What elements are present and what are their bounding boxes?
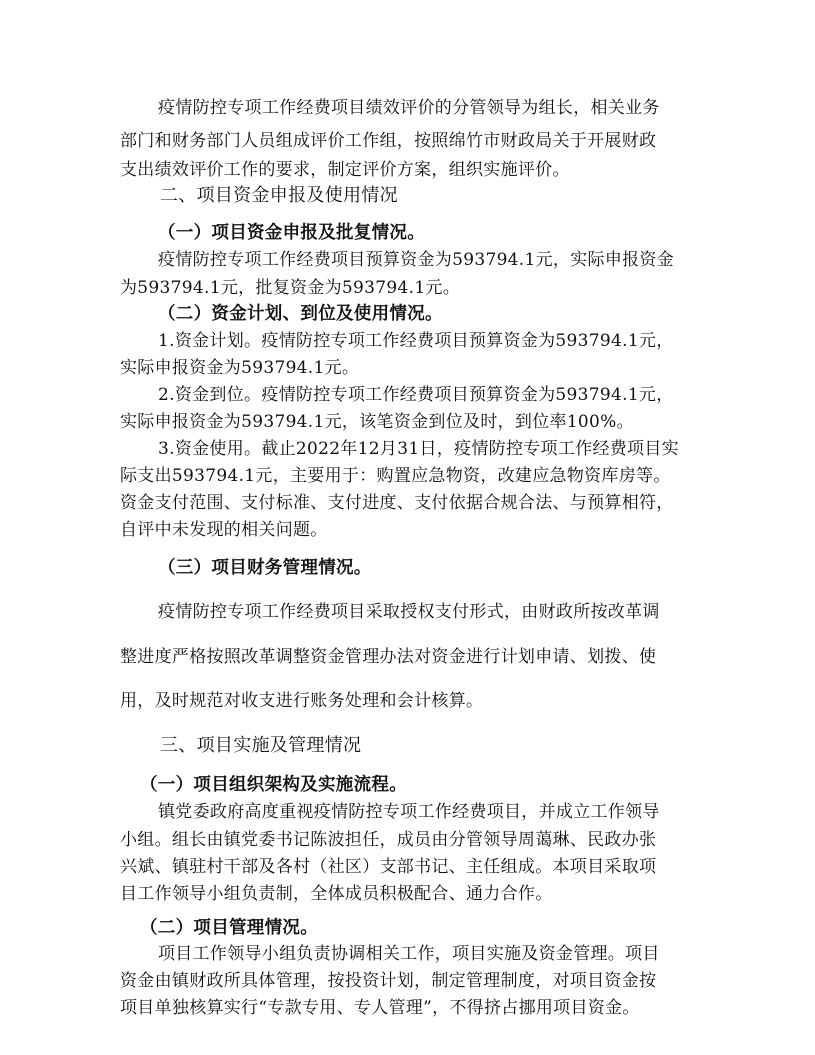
section-3-heading: 三、项目实施及管理情况 bbox=[160, 735, 362, 756]
section-2-3-heading: （三）项目财务管理情况。 bbox=[158, 558, 372, 578]
section-2-2-p3-line-2: 际支出593794.1元，主要用于：购置应急物资，改建应急物资库房等。 bbox=[120, 466, 671, 486]
section-2-2-p3-line-4: 自评中未发现的相关问题。 bbox=[120, 520, 328, 540]
section-3-2-line-2: 资金由镇财政所具体管理，按投资计划，制定管理制度，对项目资金按 bbox=[120, 971, 657, 991]
section-3-2-line-3: 项目单独核算实行“专款专用、专人管理”，不得挤占挪用项目资金。 bbox=[120, 998, 640, 1018]
section-2-2-heading: （二）资金计划、到位及使用情况。 bbox=[158, 304, 443, 324]
section-2-2-p3-line-1: 3.资金使用。截止2022年12月31日，疫情防控专项工作经费项目实 bbox=[158, 439, 679, 459]
section-2-2-p2-line-2: 实际申报资金为593794.1元，该笔资金到位及时，到位率100%。 bbox=[120, 412, 634, 432]
section-3-1-line-1: 镇党委政府高度重视疫情防控专项工作经费项目，并成立工作领导 bbox=[158, 802, 660, 822]
intro-line-1: 疫情防控专项工作经费项目绩效评价的分管领导为组长，相关业务 bbox=[158, 98, 660, 118]
section-2-2-p1-line-1: 1.资金计划。疫情防控专项工作经费项目预算资金为593794.1元， bbox=[158, 331, 674, 351]
section-2-3-line-2: 整进度严格按照改革调整资金管理办法对资金进行计划申请、划拨、使 bbox=[120, 647, 657, 667]
section-2-1-line-1: 疫情防控专项工作经费项目预算资金为593794.1元，实际申报资金 bbox=[158, 250, 675, 270]
section-3-1-line-4: 目工作领导小组负责制，全体成员积极配合、通力合作。 bbox=[120, 884, 553, 904]
section-2-1-line-2: 为593794.1元，批复资金为593794.1元。 bbox=[120, 278, 461, 298]
section-2-2-p3-line-3: 资金支付范围、支付标准、支付进度、支付依据合规合法、与预算相符， bbox=[120, 493, 674, 513]
section-2-heading: 二、项目资金申报及使用情况 bbox=[160, 185, 398, 206]
section-3-2-heading: （二）项目管理情况。 bbox=[140, 918, 318, 938]
intro-line-2: 部门和财务部门人员组成评价工作组，按照绵竹市财政局关于开展财政 bbox=[120, 131, 657, 151]
intro-line-3: 支出绩效评价工作的要求，制定评价方案，组织实施评价。 bbox=[120, 160, 570, 180]
section-2-2-p2-line-1: 2.资金到位。疫情防控专项工作经费项目预算资金为593794.1元， bbox=[158, 385, 674, 405]
section-2-2-p1-line-2: 实际申报资金为593794.1元。 bbox=[120, 358, 360, 378]
section-2-3-line-3: 用，及时规范对收支进行账务处理和会计核算。 bbox=[120, 691, 484, 711]
section-2-1-heading: （一）项目资金申报及批复情况。 bbox=[158, 223, 425, 243]
section-3-1-line-3: 兴斌、镇驻村干部及各村（社区）支部书记、主任组成。本项目采取项 bbox=[120, 857, 657, 877]
section-3-2-line-1: 项目工作领导小组负责协调相关工作，项目实施及资金管理。项目 bbox=[158, 944, 660, 964]
section-3-1-line-2: 小组。组长由镇党委书记陈波担任，成员由分管领导周蔼琳、民政办张 bbox=[120, 830, 657, 850]
section-2-3-line-1: 疫情防控专项工作经费项目采取授权支付形式，由财政所按改革调 bbox=[158, 602, 660, 622]
section-3-1-heading: （一）项目组织架构及实施流程。 bbox=[140, 775, 407, 795]
